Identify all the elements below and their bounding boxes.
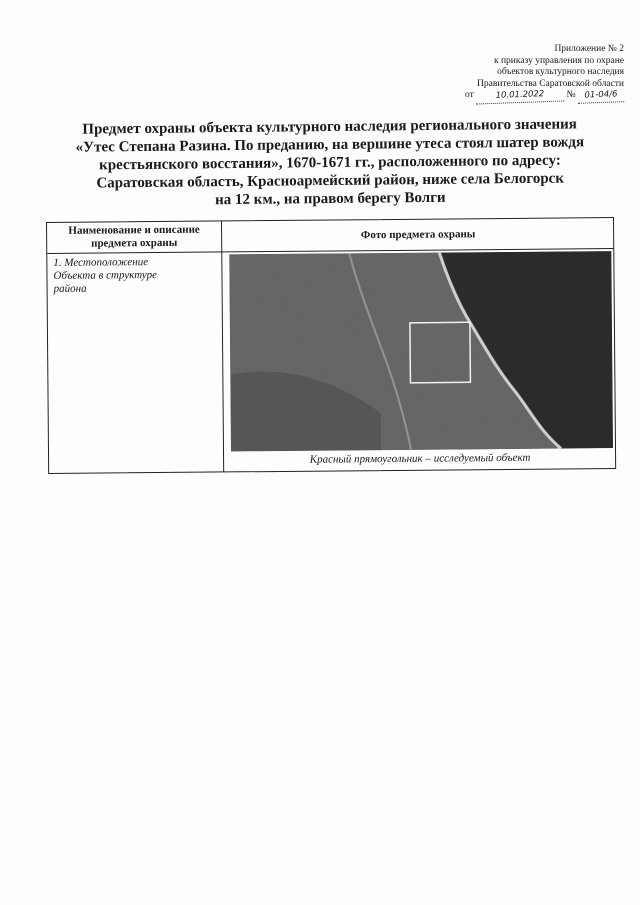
title-line-4: Саратовская область, Красноармейский район, ниже села Белогорск bbox=[96, 170, 565, 192]
title-line-2: «Утес Степана Разина. По преданию, на вершине утеса стоял шатер вождя bbox=[75, 134, 585, 156]
row1-desc-line1: 1. Местоположение bbox=[53, 256, 149, 269]
from-label: от bbox=[465, 90, 474, 100]
row1-desc-line2: Объекта в структуре bbox=[53, 269, 158, 282]
header-photo: Фото предмета охраны bbox=[360, 228, 476, 242]
row1-description bbox=[53, 256, 213, 296]
appendix-order-ref: к приказу управления по охране bbox=[493, 55, 624, 66]
protection-table bbox=[46, 217, 616, 474]
satellite-image bbox=[229, 251, 613, 451]
header-name-description bbox=[47, 223, 221, 251]
table-column-divider bbox=[221, 221, 224, 471]
title-line-1: Предмет охраны объекта культурного наследия регионального значения bbox=[82, 116, 577, 138]
appendix-order-ref-cont: объектов культурного наследия bbox=[497, 67, 624, 77]
photo-caption: Красный прямоугольник – исследуемый объект bbox=[309, 451, 531, 466]
header-col1-line1: Наименование и описание bbox=[68, 223, 200, 237]
appendix-authority: Правительства Саратовской области bbox=[477, 78, 624, 89]
order-number: 01-04/6 bbox=[578, 89, 624, 103]
appendix-number: Приложение № 2 bbox=[554, 44, 624, 54]
row1-desc-line3: района bbox=[53, 282, 87, 295]
appendix-date-number bbox=[404, 90, 624, 103]
appendix-block bbox=[404, 44, 624, 103]
title-line-5: на 12 км., на правом берегу Волги bbox=[215, 189, 446, 209]
header-col1-line2: предмета охраны bbox=[91, 236, 178, 250]
title-line-3: крестьянского восстания», 1670-1671 гг., расположенного по адресу: bbox=[99, 152, 561, 174]
satellite-photo bbox=[229, 251, 613, 451]
number-label: № bbox=[566, 90, 576, 100]
document-title bbox=[60, 115, 601, 211]
order-date: 10.01.2022 bbox=[476, 88, 564, 104]
